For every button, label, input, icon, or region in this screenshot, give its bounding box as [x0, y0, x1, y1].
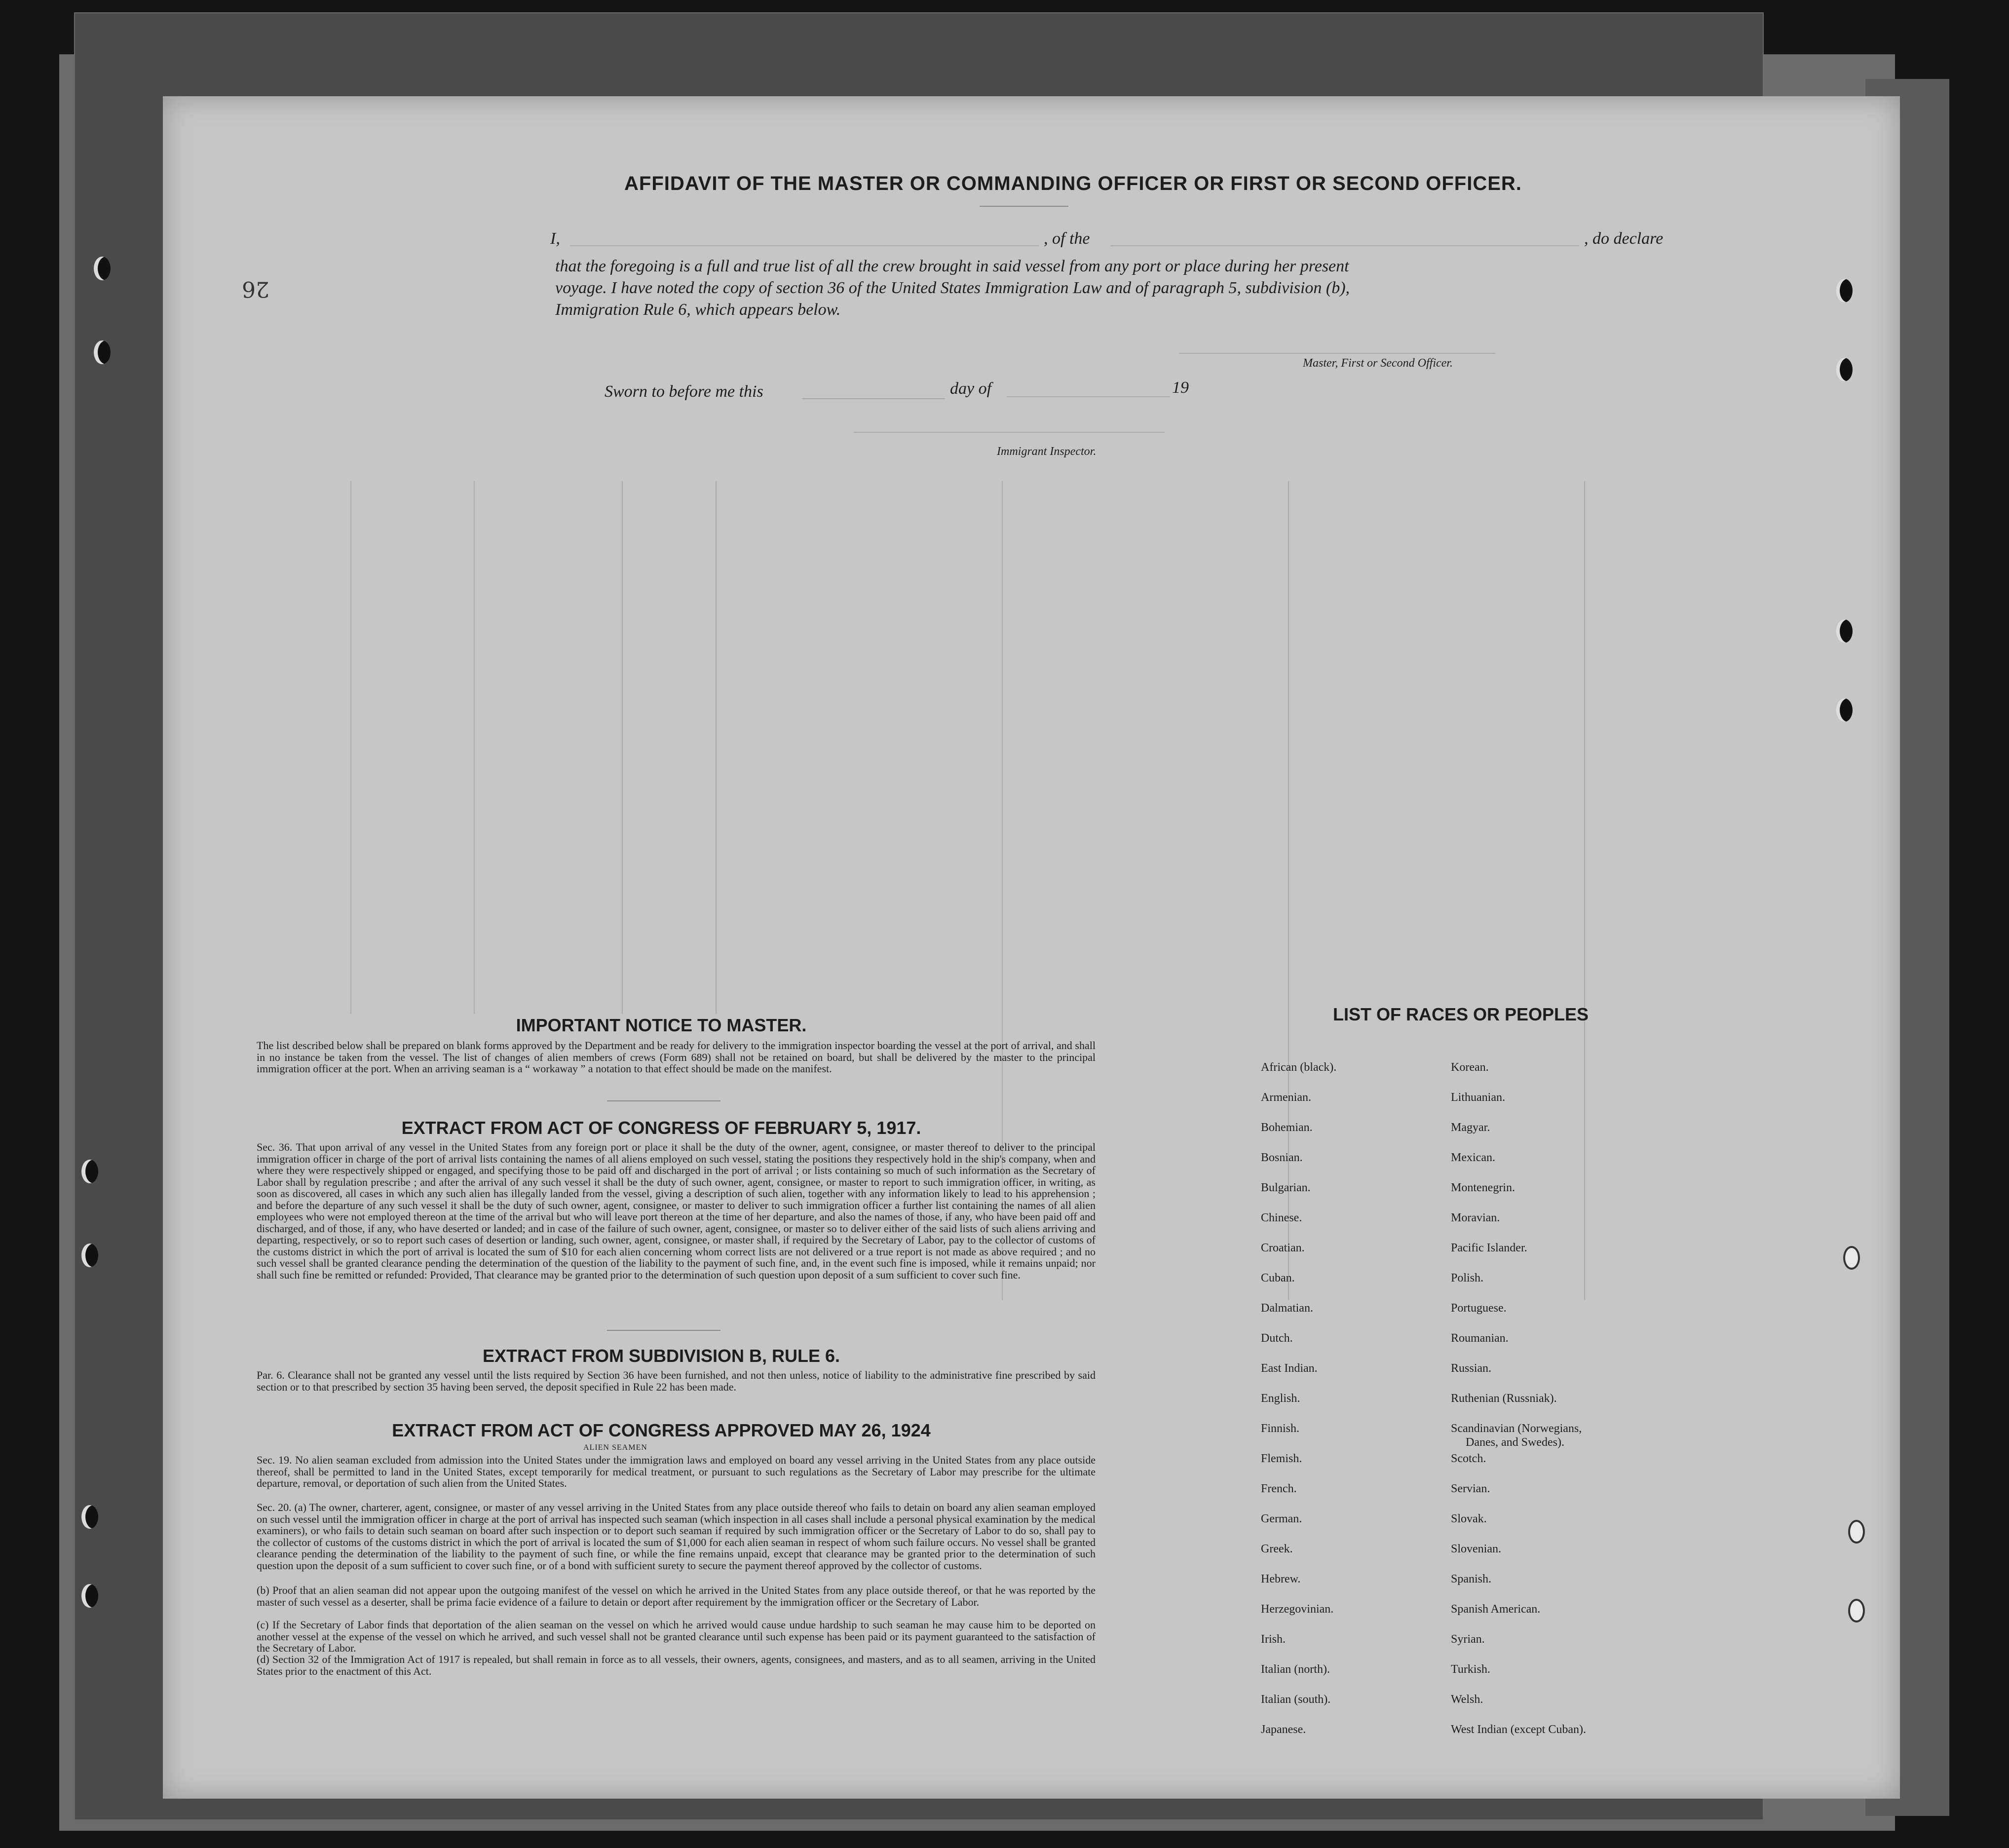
- race-item: French.: [1261, 1482, 1297, 1495]
- race-item: Korean.: [1451, 1061, 1489, 1074]
- declaration-of-the: , of the: [1044, 229, 1090, 248]
- year-prefix: 19: [1172, 378, 1189, 397]
- race-item: Spanish.: [1451, 1573, 1492, 1585]
- race-item: Bohemian.: [1261, 1121, 1313, 1134]
- extract-1924-sec20b: (b) Proof that an alien seaman did not appear upon the outgoing manifest of the vessel on which he arrived in the United States from any place outside thereof, or that he was reported by the master of such vessel as a deserter, shall be prima facie evidence of a failure to detain or deport after requirement by the immigration officer or the Secretary of Labor.: [257, 1584, 1096, 1608]
- binder-hole-icon: [81, 1584, 98, 1608]
- race-item: Cuban.: [1261, 1272, 1295, 1284]
- binder-hole-icon: [81, 1244, 98, 1267]
- race-item: Italian (north).: [1261, 1663, 1330, 1676]
- race-item: Slovenian.: [1451, 1543, 1501, 1555]
- race-item: Armenian.: [1261, 1091, 1311, 1104]
- binder-hole-icon: [94, 257, 111, 280]
- race-item: Hebrew.: [1261, 1573, 1301, 1585]
- race-item: Turkish.: [1451, 1663, 1490, 1676]
- race-item: Italian (south).: [1261, 1693, 1331, 1706]
- binder-hole-icon: [94, 340, 111, 364]
- binder-hole-icon: [81, 1505, 98, 1529]
- race-item: Russian.: [1451, 1362, 1492, 1375]
- race-item: Croatian.: [1261, 1242, 1305, 1254]
- binder-hole-icon: [1836, 619, 1853, 643]
- notice-body: The list described below shall be prepared on blank forms approved by the Department and be ready for delivery to the immigration inspector boarding the vessel at the port of arrival, and shall in no instance be taken from the vessel. The list of changes of alien members of crews (Form 689) shall not be retained on board, but shall be delivered by the master to the principal immigration officer at the port. When an arriving seaman is a “ workaway ” a notation to that effect should be made on the manifest.: [257, 1039, 1096, 1075]
- race-item: Irish.: [1261, 1633, 1286, 1646]
- race-item: Scotch.: [1451, 1452, 1486, 1465]
- race-item: East Indian.: [1261, 1362, 1318, 1375]
- inspector-caption: Immigrant Inspector.: [997, 445, 1097, 458]
- race-item: Dutch.: [1261, 1332, 1293, 1345]
- declaration-do-declare: , do declare: [1584, 229, 1664, 248]
- race-item: Scandinavian (Norwegians,: [1451, 1422, 1582, 1435]
- race-item: Ruthenian (Russniak).: [1451, 1392, 1557, 1405]
- race-item: Roumanian.: [1451, 1332, 1509, 1345]
- race-item: Montenegrin.: [1451, 1181, 1515, 1194]
- race-item: Chinese.: [1261, 1211, 1302, 1224]
- extract-1917-body: Sec. 36. That upon arrival of any vessel in the United States from any foreign port or place it shall be the duty of the owner, agent, consignee, or master thereof to deliver to the principal immigration officer in charge of the port of arrival lists containing the names of all aliens employed on such vessel, stating the positions they respectively hold in the ship's company, when and where they were respectively shipped or engaged, and specifying those to be paid off and discharged in the port of arrival ; or lists containing so much of such information as the Secretary of Labor shall by regulation prescribe ; and after the arrival of any such vessel it shall be the duty of such owner, agent, consignee, or master to report to such immigration officer, in writing, as soon as discovered, all cases in which any such alien has illegally landed from the vessel, giving a description of such alien, together with any information likely to lead to his apprehension ; and before the departure of any such vessel it shall be the duty of such owner, agent, consignee, or master to deliver to such immigration officer a further list containing the names of all alien employees who were not employed thereon at the time of the arrival but who will leave port thereon at the time of her departure, and also the names of those, if any, who have been paid off and discharged, and of those, if any, who have deserted or landed; and in case of the failure of such owner, agent, consignee, or master so to deliver either of the said lists of such aliens arriving and departing, respectively, or so to report such cases of desertion or landing, such owner, agent, consignee, or master shall, if required by the Secretary of Labor, pay to the collector of customs of the customs district in which the port of arrival is located the sum of $10 for each alien concerning whom correct lists are not delivered or a true report is not made as above required ; and no such vessel shall be granted clearance pending the determination of the question of the liability to the payment of such fine, and, in the event such fine is imposed, while it remains unpaid; nor shall such fine be remitted or refunded: Provided, That clearance may be granted prior to the determination of such question upon deposit of a sum sufficient to cover such fine.: [257, 1141, 1096, 1281]
- binder-hole-icon: [1843, 1246, 1860, 1270]
- extract-1924-subtitle: ALIEN SEAMEN: [583, 1443, 647, 1452]
- race-item: Finnish.: [1261, 1422, 1300, 1435]
- extract-1917-title: EXTRACT FROM ACT OF CONGRESS OF FEBRUARY 5, 1917.: [401, 1118, 921, 1138]
- day-of-label: day of: [950, 379, 992, 398]
- extract-1924-sec20d: (d) Section 32 of the Immigration Act of 1917 is repealed, but shall remain in force as to all vessels, their owners, agents, consignees, and masters, and as to all seamen, arriving in the United States prior to the enactment of this Act.: [257, 1653, 1096, 1677]
- binder-hole-icon: [81, 1160, 98, 1183]
- extract-1924-title: EXTRACT FROM ACT OF CONGRESS APPROVED MAY 26, 1924: [392, 1420, 931, 1440]
- races-title: LIST OF RACES OR PEOPLES: [1332, 1004, 1589, 1024]
- races-right-column: [1451, 1061, 1586, 1753]
- extract-rule6-body: Par. 6. Clearance shall not be granted any vessel until the lists required by Section 36 have been furnished, and not then unless, notice of liability to the administrative fine prescribed by said section or to that prescribed by section 35 having been served, the deposit specified in Rule 22 has been made.: [257, 1369, 1096, 1393]
- race-item: Herzegovinian.: [1261, 1603, 1334, 1616]
- race-item: Slovak.: [1451, 1512, 1487, 1525]
- race-item: African (black).: [1261, 1061, 1337, 1074]
- binder-hole-icon: [1848, 1520, 1865, 1544]
- race-item: Polish.: [1451, 1272, 1484, 1284]
- race-item: Pacific Islander.: [1451, 1242, 1527, 1254]
- race-item: Bulgarian.: [1261, 1181, 1311, 1194]
- extract-1924-sec20: Sec. 20. (a) The owner, charterer, agent, consignee, or master of any vessel arriving in the United States from any place outside thereof who fails to detain on board any alien seaman employed on such vessel until the immigration officer in charge at the port of arrival has inspected such seaman (which inspection in all cases shall include a personal physical examination by the medical examiners), or who fails to detain such seaman on board after such inspection or to deport such seaman if required by such immigration officer or the Secretary of Labor to do so, shall pay to the collector of customs of the customs district in which the port of arrival is located the sum of $1,000 for each alien seaman in respect of whom such failure occurs. No vessel shall be granted clearance pending the determination of the liability to the payment of such fine, or while the fine remains unpaid, except that clearance may be granted prior to the determination of such question upon the deposit of a sum sufficient to cover such fine, or of a bond with sufficient surety to secure the payment thereof approved by the collector of customs.: [257, 1501, 1096, 1572]
- affidavit-line-3: Immigration Rule 6, which appears below.: [555, 301, 841, 319]
- race-item: Welsh.: [1451, 1693, 1483, 1706]
- extract-rule6-title: EXTRACT FROM SUBDIVISION B, RULE 6.: [482, 1346, 840, 1366]
- race-item: Servian.: [1451, 1482, 1490, 1495]
- affidavit-line-1: that the foregoing is a full and true list of all the crew brought in said vessel from any port or place during her present: [555, 257, 1349, 275]
- binder-hole-icon: [1836, 358, 1853, 381]
- race-item: German.: [1261, 1512, 1302, 1525]
- race-item: English.: [1261, 1392, 1300, 1405]
- races-left-column: [1261, 1061, 1336, 1753]
- race-item: Lithuanian.: [1451, 1091, 1505, 1104]
- race-item: Mexican.: [1451, 1151, 1495, 1164]
- notice-title: IMPORTANT NOTICE TO MASTER.: [516, 1015, 807, 1035]
- binder-hole-icon: [1848, 1599, 1865, 1622]
- race-item: Flemish.: [1261, 1452, 1302, 1465]
- affidavit-title: AFFIDAVIT OF THE MASTER OR COMMANDING OFFICER OR FIRST OR SECOND OFFICER.: [624, 173, 1522, 194]
- page-number: 26: [242, 276, 269, 302]
- race-item: Syrian.: [1451, 1633, 1485, 1646]
- manifest-page: [163, 96, 1900, 1799]
- binder-hole-icon: [1836, 698, 1853, 722]
- race-item: Magyar.: [1451, 1121, 1490, 1134]
- signature-caption: Master, First or Second Officer.: [1303, 357, 1453, 370]
- race-item-scandinavian: [1451, 1422, 1586, 1452]
- race-item: Japanese.: [1261, 1723, 1306, 1736]
- affidavit-line-2: voyage. I have noted the copy of section 36 of the United States Immigration Law and of paragraph 5, subdivision (b),: [555, 279, 1350, 297]
- sworn-to-label: Sworn to before me this: [605, 382, 763, 401]
- race-item: Dalmatian.: [1261, 1302, 1313, 1315]
- extract-1924-sec19: Sec. 19. No alien seaman excluded from admission into the United States under the immigration laws and employed on board any vessel arriving in the United States from any place outside thereof, shall be permitted to land in the United States, except temporarily for medical treatment, or pursuant to such regulations as the Secretary of Labor may prescribe for the ultimate departure, removal, or deportation of such alien from the United States.: [257, 1454, 1096, 1489]
- race-item: West Indian (except Cuban).: [1451, 1723, 1586, 1736]
- race-item: Spanish American.: [1451, 1603, 1541, 1616]
- race-item: Portuguese.: [1451, 1302, 1507, 1315]
- race-item: Moravian.: [1451, 1211, 1500, 1224]
- race-item: Greek.: [1261, 1543, 1293, 1555]
- race-item: Bosnian.: [1261, 1151, 1303, 1164]
- race-item-continuation: Danes, and Swedes).: [1466, 1436, 1564, 1449]
- binder-hole-icon: [1836, 279, 1853, 302]
- declaration-i: I,: [550, 229, 560, 248]
- extract-1924-sec20c: (c) If the Secretary of Labor finds that deportation of the alien seaman on the vessel on which he arrived would cause undue hardship to such seaman he may cause him to be deported on another vessel at the expense of the vessel on which he arrived, and such vessel shall not be granted clearance until such expense has been paid or its payment guaranteed to the satisfaction of the Secretary of Labor.: [257, 1619, 1096, 1654]
